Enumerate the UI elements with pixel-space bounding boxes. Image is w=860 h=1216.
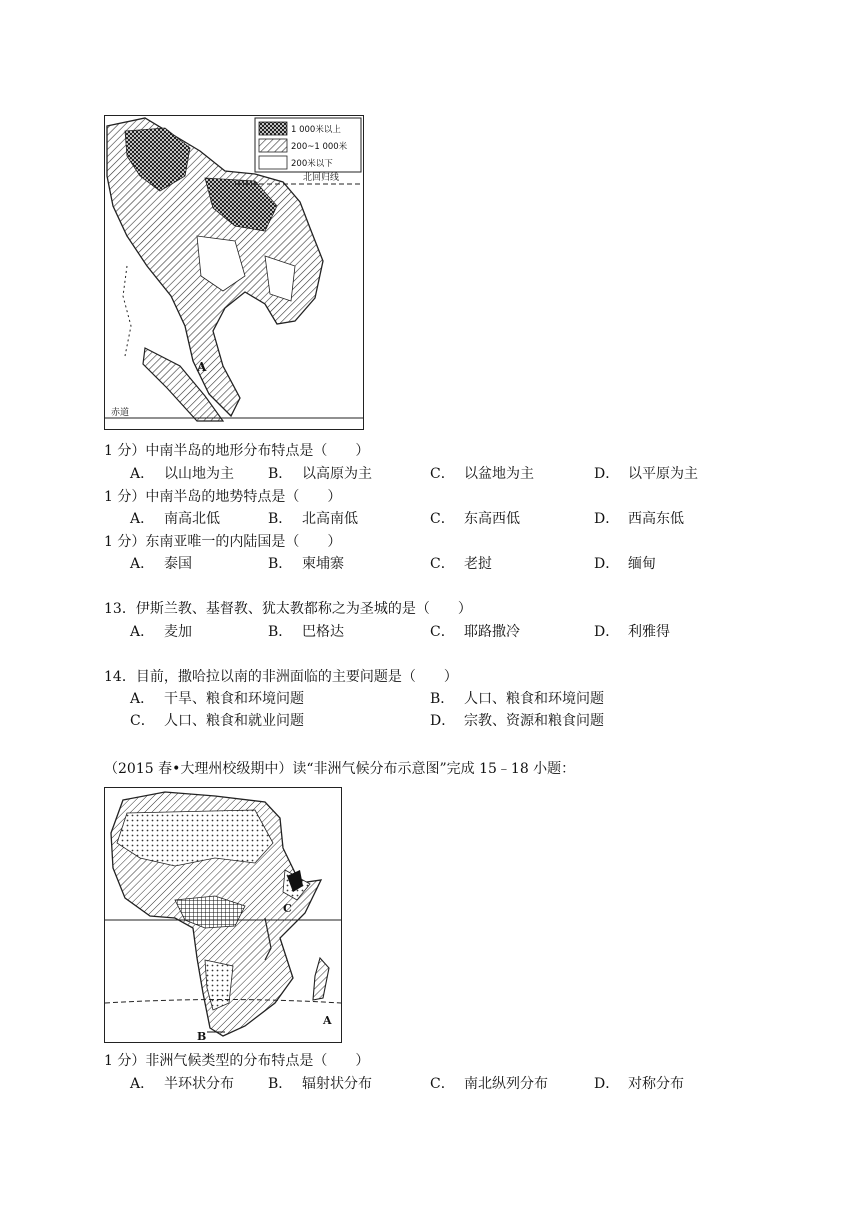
africa-climate-map <box>104 787 342 1043</box>
option-b[interactable]: B． 巴格达 <box>268 624 344 640</box>
equator-label: 赤道 <box>111 408 130 418</box>
legend-item-2: 200~1 000米 <box>291 142 348 152</box>
point-a-label: A <box>323 1014 332 1027</box>
option-d[interactable]: D． 西高东低 <box>594 511 684 527</box>
legend-item-3: 200米以下 <box>291 159 333 169</box>
option-c[interactable]: C． 南北纵列分布 <box>430 1076 548 1092</box>
question-15-stem: 1 分）非洲气候类型的分布特点是（ ） <box>104 1053 370 1069</box>
madagascar <box>313 958 329 1000</box>
option-c[interactable]: C． 老挝 <box>430 556 492 572</box>
option-c[interactable]: C． 以盆地为主 <box>430 466 534 482</box>
option-a[interactable]: A． 半环状分布 <box>130 1076 234 1092</box>
option-c[interactable]: C． 耶路撒冷 <box>430 624 520 640</box>
option-a[interactable]: A． 泰国 <box>130 556 192 572</box>
tropic-label: 北回归线 <box>303 173 340 183</box>
point-c-label: C <box>283 902 292 915</box>
option-d[interactable]: D． 对称分布 <box>594 1076 684 1092</box>
option-b[interactable]: B． 北高南低 <box>268 511 358 527</box>
question-13-stem: 13．伊斯兰教、基督教、犹太教都称之为圣城的是（ ） <box>104 601 472 617</box>
option-d[interactable]: D． 以平原为主 <box>594 466 698 482</box>
option-b[interactable]: B． 人口、粮食和环境问题 <box>430 691 604 707</box>
option-b[interactable]: B． 辐射状分布 <box>268 1076 372 1092</box>
option-b[interactable]: B． 以高原为主 <box>268 466 372 482</box>
question-landlocked-stem: 1 分）东南亚唯一的内陆国是（ ） <box>104 534 342 550</box>
option-d[interactable]: D． 宗教、资源和粮食问题 <box>430 713 604 729</box>
legend-item-1: 1 000米以上 <box>291 125 341 135</box>
option-a[interactable]: A． 南高北低 <box>130 511 220 527</box>
option-b[interactable]: B． 柬埔寨 <box>268 556 344 572</box>
question-terrain-stem: 1 分）中南半岛的地形分布特点是（ ） <box>104 443 370 459</box>
option-d[interactable]: D． 缅甸 <box>594 556 656 572</box>
question-relief-stem: 1 分）中南半岛的地势特点是（ ） <box>104 489 342 505</box>
option-a[interactable]: A． 麦加 <box>130 624 192 640</box>
indochina-map <box>104 115 364 430</box>
desert-north <box>117 810 273 866</box>
point-b-label: B <box>197 1030 207 1042</box>
question-14-stem: 14．目前，撒哈拉以南的非洲面临的主要问题是（ ） <box>104 669 458 685</box>
section-intro: （2015 春•大理州校级期中）读“非洲气候分布示意图”完成 15﹣18 小题： <box>104 761 576 777</box>
option-c[interactable]: C． 东高西低 <box>430 511 520 527</box>
option-d[interactable]: D． 利雅得 <box>594 624 670 640</box>
option-c[interactable]: C． 人口、粮食和就业问题 <box>130 713 304 729</box>
option-a[interactable]: A． 干旱、粮食和环境问题 <box>130 691 304 707</box>
option-a[interactable]: A． 以山地为主 <box>130 466 234 482</box>
map1-legend <box>255 118 361 172</box>
point-a-label: A <box>197 360 207 374</box>
